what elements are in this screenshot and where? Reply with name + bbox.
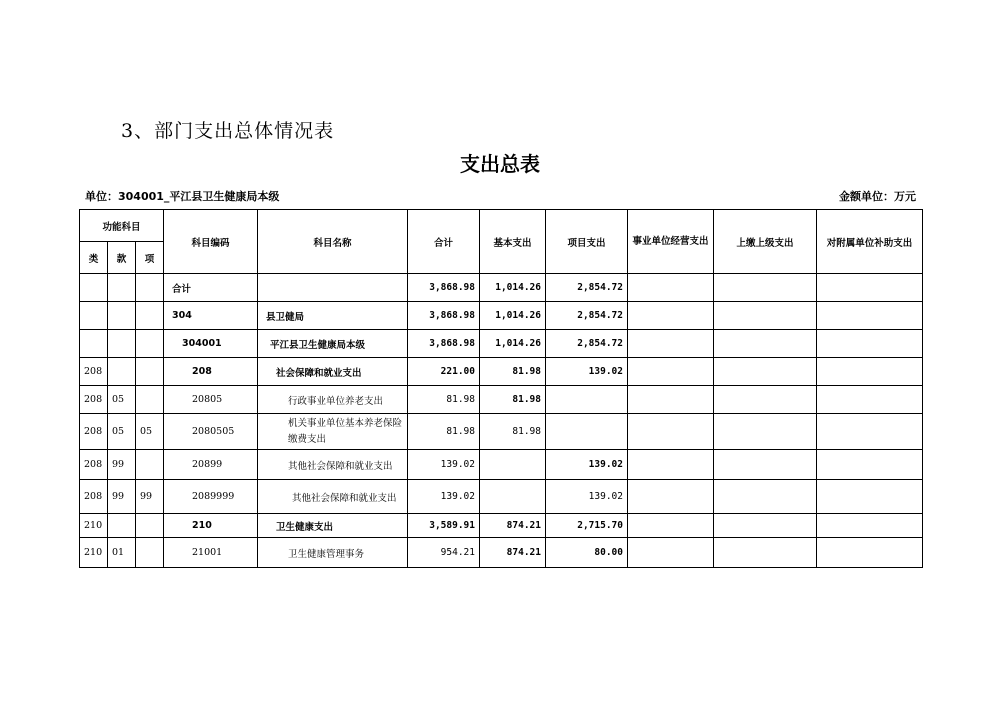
cell-xiang: 05 <box>136 414 164 450</box>
cell-code: 304001 <box>164 330 258 358</box>
cell-project: 139.02 <box>546 450 628 480</box>
cell-kuan <box>108 330 136 358</box>
header-kuan: 款 <box>108 242 136 274</box>
cell-basic: 874.21 <box>480 538 546 568</box>
cell-lei: 210 <box>80 514 108 538</box>
cell-upper <box>714 450 817 480</box>
cell-lei: 208 <box>80 450 108 480</box>
cell-upper <box>714 302 817 330</box>
cell-name: 卫生健康支出 <box>258 514 408 538</box>
cell-total: 3,589.91 <box>408 514 480 538</box>
cell-code: 304 <box>164 302 258 330</box>
cell-upper <box>714 386 817 414</box>
cell-subsidy <box>817 358 923 386</box>
cell-xiang <box>136 274 164 302</box>
cell-lei: 208 <box>80 480 108 514</box>
header-basic: 基本支出 <box>480 210 546 274</box>
cell-subsidy <box>817 330 923 358</box>
header-code: 科目编码 <box>164 210 258 274</box>
cell-code: 208 <box>164 358 258 386</box>
cell-code: 21001 <box>164 538 258 568</box>
header-xiang: 项 <box>136 242 164 274</box>
cell-kuan <box>108 514 136 538</box>
cell-name: 平江县卫生健康局本级 <box>258 330 408 358</box>
cell-name: 县卫健局 <box>258 302 408 330</box>
page-title: 支出总表 <box>460 152 540 176</box>
cell-upper <box>714 514 817 538</box>
table-row <box>80 302 923 330</box>
cell-upper <box>714 358 817 386</box>
cell-project: 2,854.72 <box>546 302 628 330</box>
amount-unit-label: 金额单位：万元 <box>839 190 916 203</box>
cell-business <box>628 538 714 568</box>
cell-subsidy <box>817 414 923 450</box>
cell-code: 合计 <box>164 274 258 302</box>
table-row <box>80 386 923 414</box>
cell-name: 社会保障和就业支出 <box>258 358 408 386</box>
cell-business <box>628 274 714 302</box>
table-body <box>80 274 923 568</box>
cell-business <box>628 302 714 330</box>
cell-project: 139.02 <box>546 358 628 386</box>
cell-subsidy <box>817 514 923 538</box>
cell-total: 3,868.98 <box>408 302 480 330</box>
cell-upper <box>714 330 817 358</box>
table-row <box>80 358 923 386</box>
cell-basic <box>480 480 546 514</box>
cell-business <box>628 330 714 358</box>
cell-business <box>628 450 714 480</box>
cell-basic: 81.98 <box>480 386 546 414</box>
cell-business <box>628 514 714 538</box>
cell-upper <box>714 414 817 450</box>
cell-total: 139.02 <box>408 480 480 514</box>
cell-project: 2,854.72 <box>546 330 628 358</box>
table-row <box>80 274 923 302</box>
cell-total: 954.21 <box>408 538 480 568</box>
cell-basic: 81.98 <box>480 358 546 386</box>
cell-project: 139.02 <box>546 480 628 514</box>
cell-kuan: 01 <box>108 538 136 568</box>
cell-basic <box>480 450 546 480</box>
cell-total: 81.98 <box>408 386 480 414</box>
cell-kuan <box>108 302 136 330</box>
header-upper: 上缴上级支出 <box>714 210 817 274</box>
cell-project: 2,854.72 <box>546 274 628 302</box>
cell-xiang: 99 <box>136 480 164 514</box>
cell-name: 其他社会保障和就业支出 <box>258 480 408 514</box>
header-business: 事业单位经营支出 <box>628 210 714 274</box>
cell-kuan: 99 <box>108 480 136 514</box>
cell-basic: 1,014.26 <box>480 302 546 330</box>
cell-project <box>546 414 628 450</box>
cell-basic: 1,014.26 <box>480 330 546 358</box>
cell-kuan <box>108 358 136 386</box>
cell-name: 其他社会保障和就业支出 <box>258 450 408 480</box>
cell-lei <box>80 330 108 358</box>
cell-name: 行政事业单位养老支出 <box>258 386 408 414</box>
table-row <box>80 450 923 480</box>
cell-xiang <box>136 330 164 358</box>
header-subsidy: 对附属单位补助支出 <box>817 210 923 274</box>
cell-subsidy <box>817 538 923 568</box>
cell-xiang <box>136 538 164 568</box>
unit-label: 单位：304001_平江县卫生健康局本级 <box>85 190 280 203</box>
cell-subsidy <box>817 480 923 514</box>
header-total: 合计 <box>408 210 480 274</box>
cell-name <box>258 274 408 302</box>
cell-name: 卫生健康管理事务 <box>258 538 408 568</box>
header-name: 科目名称 <box>258 210 408 274</box>
cell-upper <box>714 538 817 568</box>
cell-kuan <box>108 274 136 302</box>
cell-kuan: 05 <box>108 386 136 414</box>
table-row <box>80 538 923 568</box>
header-lei: 类 <box>80 242 108 274</box>
cell-xiang <box>136 358 164 386</box>
cell-total: 81.98 <box>408 414 480 450</box>
cell-business <box>628 386 714 414</box>
table-row <box>80 480 923 514</box>
cell-basic: 874.21 <box>480 514 546 538</box>
cell-kuan: 05 <box>108 414 136 450</box>
cell-subsidy <box>817 302 923 330</box>
cell-xiang <box>136 514 164 538</box>
cell-total: 221.00 <box>408 358 480 386</box>
cell-business <box>628 414 714 450</box>
cell-subsidy <box>817 450 923 480</box>
cell-project: 2,715.70 <box>546 514 628 538</box>
cell-name: 机关事业单位基本养老保险缴费支出 <box>258 414 408 450</box>
cell-code: 20805 <box>164 386 258 414</box>
cell-total: 3,868.98 <box>408 330 480 358</box>
cell-code: 2089999 <box>164 480 258 514</box>
cell-upper <box>714 274 817 302</box>
header-func-subject: 功能科目 <box>80 210 164 242</box>
cell-lei: 208 <box>80 358 108 386</box>
cell-project: 80.00 <box>546 538 628 568</box>
cell-code: 20899 <box>164 450 258 480</box>
header-project: 项目支出 <box>546 210 628 274</box>
cell-lei: 210 <box>80 538 108 568</box>
cell-kuan: 99 <box>108 450 136 480</box>
cell-lei <box>80 302 108 330</box>
cell-xiang <box>136 450 164 480</box>
cell-xiang <box>136 302 164 330</box>
cell-business <box>628 480 714 514</box>
cell-lei: 208 <box>80 414 108 450</box>
cell-lei <box>80 274 108 302</box>
cell-subsidy <box>817 274 923 302</box>
expenditure-table <box>79 209 923 568</box>
cell-code: 2080505 <box>164 414 258 450</box>
cell-basic: 81.98 <box>480 414 546 450</box>
cell-project <box>546 386 628 414</box>
cell-total: 139.02 <box>408 450 480 480</box>
cell-basic: 1,014.26 <box>480 274 546 302</box>
cell-total: 3,868.98 <box>408 274 480 302</box>
cell-upper <box>714 480 817 514</box>
cell-xiang <box>136 386 164 414</box>
section-title: 3、部门支出总体情况表 <box>121 120 335 142</box>
cell-subsidy <box>817 386 923 414</box>
table-row <box>80 330 923 358</box>
cell-lei: 208 <box>80 386 108 414</box>
table-row <box>80 414 923 450</box>
cell-business <box>628 358 714 386</box>
cell-code: 210 <box>164 514 258 538</box>
table-row <box>80 514 923 538</box>
